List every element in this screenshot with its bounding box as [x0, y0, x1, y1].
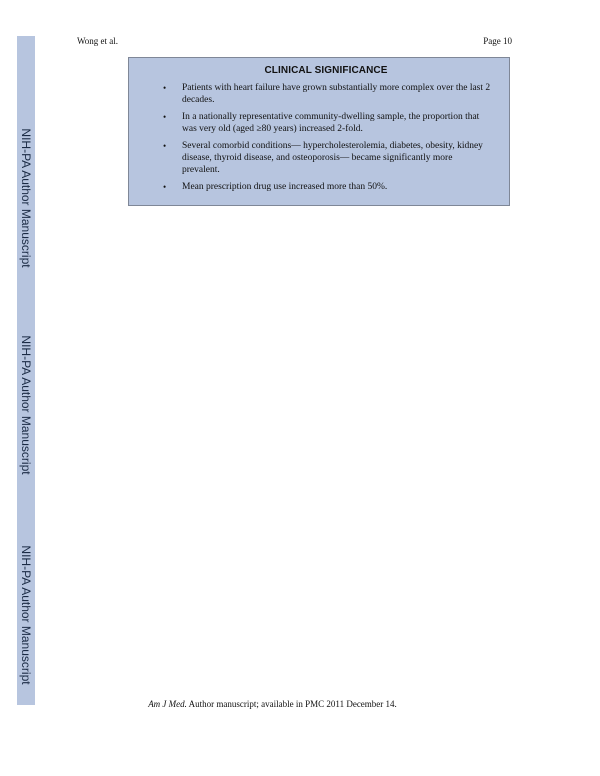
clinical-significance-title: CLINICAL SIGNIFICANCE [264, 65, 388, 76]
list-item [161, 140, 491, 176]
sidebar-label-bottom: NIH-PA Author Manuscript [19, 545, 33, 685]
list-item-text: Mean prescription drug use increased more than 50%. [182, 182, 388, 192]
running-head-page-number: Page 10 [483, 36, 512, 46]
list-item-text: In a nationally representative community-dwelling sample, the proportion that was very old (aged ≥80 years) increased 2-fold. [182, 112, 480, 134]
sidebar-label-middle: NIH-PA Author Manuscript [19, 335, 33, 475]
citation-footer [0, 699, 545, 710]
list-item-text: Several comorbid conditions— hypercholesterolemia, diabetes, obesity, kidney disease, thyroid disease, and osteoporosis— became significantly more prevalent. [182, 141, 483, 175]
nih-manuscript-sidebar [17, 36, 35, 705]
running-head-authors: Wong et al. [77, 36, 119, 46]
bullet-icon: • [163, 141, 167, 151]
list-item [161, 181, 491, 193]
bullet-icon: • [163, 83, 167, 93]
bullet-icon: • [163, 112, 167, 122]
clinical-significance-box [128, 57, 510, 206]
footer-journal-name: Am J Med. [148, 699, 187, 709]
list-item [161, 82, 491, 106]
bullet-icon: • [163, 182, 167, 192]
footer-manuscript-note: Author manuscript; available in PMC 2011 December 14. [186, 699, 397, 709]
list-item-text: Patients with heart failure have grown substantially more complex over the last 2 decades. [182, 83, 491, 105]
list-item [161, 111, 491, 135]
clinical-significance-list [161, 82, 491, 193]
sidebar-label-top: NIH-PA Author Manuscript [19, 128, 33, 268]
